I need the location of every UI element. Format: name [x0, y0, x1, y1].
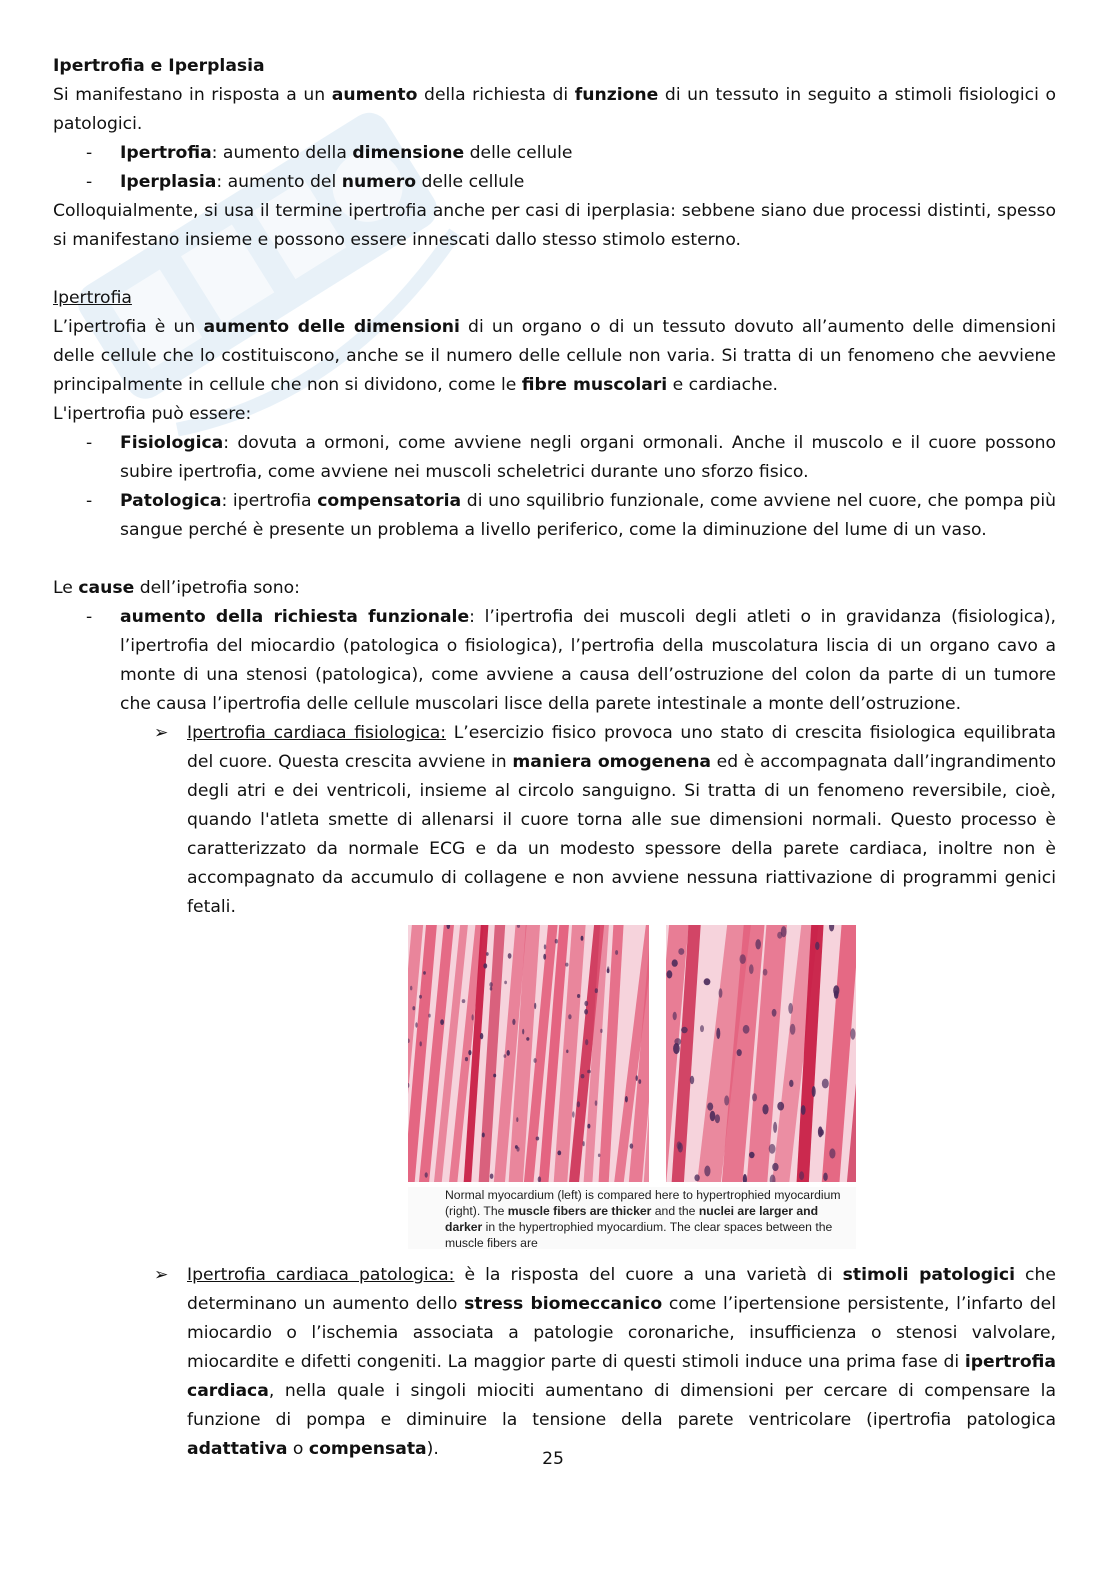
figure-caption: Normal myocardium (left) is compared here to hypertrophied myocardium (right). The muscle fibers are thicker and the nuclei are larger and darker in the hypertrophied myocardium. The clear spaces between the muscle fibers are: [408, 1187, 856, 1249]
definition-item: - Ipertrofia: aumento della dimensione delle cellule: [53, 139, 1056, 168]
intro-paragraph: Si manifestano in risposta a un aumento della richiesta di funzione di un tessuto in seguito a stimoli fisiologici o patologici.: [53, 85, 1056, 134]
type-item: - Fisiologica: dovuta a ormoni, come avviene negli organi ormonali. Anche il muscolo e il cuore possono subire ipertrofia, come avviene nei muscoli scheletrici durante uno sforzo fisico.: [53, 429, 1056, 487]
cause-list: [53, 603, 1056, 719]
normal-myocardium-image: [408, 925, 649, 1182]
page-number: 25: [542, 1449, 564, 1469]
ipertrofia-description: L’ipertrofia è un aumento delle dimensioni di un organo o di un tessuto dovuto all’aumento delle dimensioni delle cellule che lo costituiscono, anche se il numero delle cellule non varia. Si tratta di un fenomeno che aevviene principalmente in cellule che non si dividono, come le fibre muscolari e cardiache.: [53, 317, 1056, 395]
arrow-bullet-icon: ➢: [154, 1265, 169, 1285]
hypertrophied-myocardium-image: [666, 925, 856, 1182]
subcause-patologica-text: Ipertrofia cardiaca patologica: è la risposta del cuore a una varietà di stimoli patologici che determinano un aumento dello stress biomeccanico come l’ipertensione persistente, l’infarto del miocardio o l’ischemia associata a patologie coronariche, insufficienza o stenosi valvolare, miocardite e difetti congeniti. La maggior parte di questi stimoli induce una prima fase di ipertrofia cardiaca, nella quale i singoli miociti aumentano di dimensioni per cercare di compensare la funzione di pompa e diminuire la tensione della parete ventricolare (ipertrofia patologica adattativa o compensata).: [187, 1265, 1056, 1459]
subheading-ipertrofia: Ipertrofia: [53, 288, 132, 308]
definition-item: - Iperplasia: aumento del numero delle cellule: [53, 168, 1056, 197]
subcause-patologica: [53, 1261, 1056, 1464]
section-title: Ipertrofia e Iperplasia: [53, 56, 265, 76]
cause-intro: Le cause dell’ipetrofia sono:: [53, 578, 300, 598]
types-list: [53, 429, 1056, 545]
subcause-fisiologica-text: Ipertrofia cardiaca fisiologica: L’esercizio fisico provoca uno stato di crescita fisiologica equilibrata del cuore. Questa crescita avviene in maniera omogenena ed è accompagnata dall’ingrandimento degli atri e dei ventricoli, insieme al circolo sanguigno. Si tratta di un fenomeno reversibile, cioè, quando l'atleta smette di allenarsi il cuore torna alle sue dimensioni normali. Questo processo è caratterizzato da normale ECG e da un modesto spessore della parete cardiaca, inoltre non è accompagnato da accumulo di collagene e non avviene nessuna riattivazione di programmi genici fetali.: [187, 723, 1056, 917]
subcause-fisiologica: [53, 719, 1056, 922]
subcause-list: [53, 719, 1056, 922]
cause-item: - aumento della richiesta funzionale: l’ipertrofia dei muscoli degli atleti o in gravidanza (fisiologica), l’ipertrofia del miocardio (patologica o fisiologica), l’pertrofia della muscolatura liscia di un organo cavo a monte di una stenosi (patologica), come avviene a causa dell’ostruzione del colon da parte di un tumore che causa l’ipertrofia delle cellule muscolari lisce della parete intestinale a monte dell’ostruzione.: [53, 603, 1056, 719]
note-paragraph: Colloquialmente, si usa il termine ipertrofia anche per casi di iperplasia: sebbene siano due processi distinti, spesso si manifestano insieme e possono essere innescati dallo stesso stimolo esterno.: [53, 201, 1056, 250]
type-item: - Patologica: ipertrofia compensatoria di uno squilibrio funzionale, come avviene nel cuore, che pompa più sangue perché è presente un problema a livello periferico, come la diminuzione del lume di un vaso.: [53, 487, 1056, 545]
document-page: [53, 52, 1056, 1464]
types-intro: L'ipertrofia può essere:: [53, 404, 252, 424]
subcause-list-2: [53, 1261, 1056, 1464]
definitions-list: [53, 139, 1056, 197]
arrow-bullet-icon: ➢: [154, 723, 169, 743]
histology-figure: [53, 925, 1056, 1257]
